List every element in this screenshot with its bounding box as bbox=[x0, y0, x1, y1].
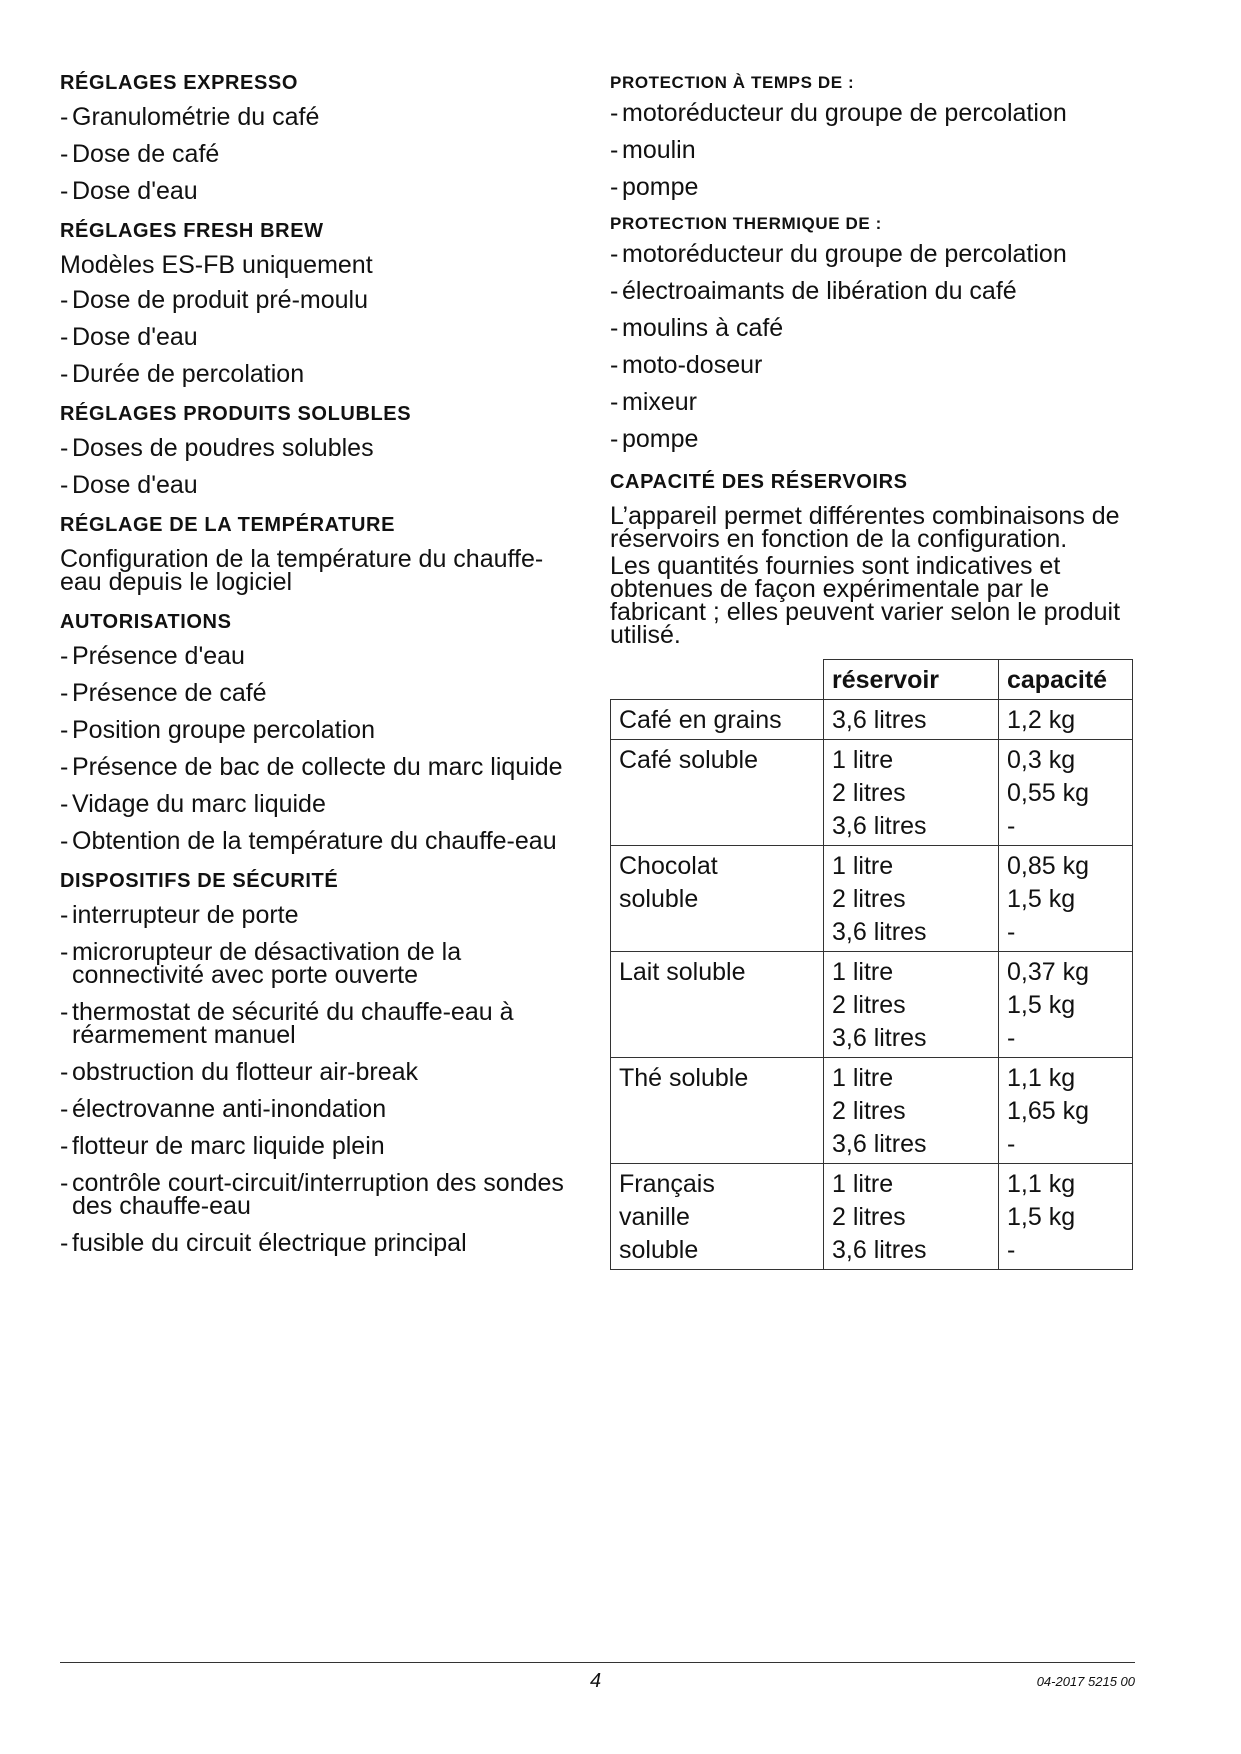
section-heading: PROTECTION À TEMPS DE : bbox=[610, 73, 855, 92]
list-item-text: microrupteur de désactivation de la connectivité avec porte ouverte bbox=[72, 938, 462, 989]
list-dash: - bbox=[60, 1169, 69, 1197]
list-dash: - bbox=[60, 716, 69, 744]
table-row bbox=[611, 1058, 1133, 1164]
list-item-text: Dose de café bbox=[72, 140, 220, 168]
capacity-table bbox=[610, 659, 1133, 1270]
section-heading: RÉGLAGES FRESH BREW bbox=[60, 220, 324, 242]
table-cell-product bbox=[611, 846, 824, 952]
table-cell-product bbox=[611, 1164, 824, 1270]
list-item bbox=[60, 286, 580, 314]
table-cell-product bbox=[611, 740, 824, 846]
section-capacity bbox=[610, 471, 1135, 1270]
list-item bbox=[60, 753, 580, 781]
list-item-text: Dose de produit pré-moulu bbox=[72, 286, 368, 314]
list-dash: - bbox=[60, 1058, 69, 1086]
list-item bbox=[60, 1169, 580, 1220]
list-dash: - bbox=[610, 351, 619, 379]
table-cell-product bbox=[611, 952, 824, 1058]
list-item bbox=[610, 277, 1135, 305]
cell-line: - bbox=[1007, 1130, 1016, 1158]
cell-line: 0,37 kg bbox=[1007, 958, 1090, 986]
cell-line: 2 litres bbox=[832, 779, 906, 807]
list-dash: - bbox=[60, 177, 69, 205]
list-item-text: Dose d'eau bbox=[72, 323, 198, 351]
list-item bbox=[610, 425, 1135, 453]
list-item bbox=[60, 790, 580, 818]
table-row bbox=[611, 740, 1133, 846]
list-dash: - bbox=[60, 790, 69, 818]
cell-line: Lait soluble bbox=[619, 958, 746, 986]
list-item bbox=[60, 679, 580, 707]
cell-line: vanille bbox=[619, 1203, 690, 1231]
list-dash: - bbox=[60, 1229, 69, 1257]
section-heading: PROTECTION THERMIQUE DE : bbox=[610, 214, 882, 233]
list-dash: - bbox=[60, 827, 69, 855]
list-item bbox=[60, 177, 580, 205]
list-item-text: flotteur de marc liquide plein bbox=[72, 1132, 385, 1160]
table-cell-reservoir bbox=[824, 1164, 999, 1270]
cell-line: 3,6 litres bbox=[832, 812, 927, 840]
table-header: capacité bbox=[999, 660, 1133, 700]
list-item bbox=[60, 323, 580, 351]
cell-line: - bbox=[1007, 918, 1016, 946]
list-item-text: pompe bbox=[622, 425, 699, 453]
list-item bbox=[60, 642, 580, 670]
list-item-text: Vidage du marc liquide bbox=[72, 790, 326, 818]
list-item-text: moulins à café bbox=[622, 314, 784, 342]
cell-line: 1 litre bbox=[832, 852, 894, 880]
cell-line: 1 litre bbox=[832, 1064, 894, 1092]
table-cell-reservoir bbox=[824, 846, 999, 952]
table-cell-reservoir bbox=[824, 952, 999, 1058]
left-column bbox=[60, 58, 580, 1269]
list-item bbox=[610, 314, 1135, 342]
capacity-paragraph: Les quantités fournies sont indicatives et obtenues de façon expérimentale par le fabricant ; elles peuvent varier selon le produit utilisé. bbox=[610, 552, 1121, 649]
list-dash: - bbox=[610, 99, 619, 127]
list-dash: - bbox=[60, 938, 69, 966]
list-dash: - bbox=[60, 103, 69, 131]
section-intro: Modèles ES-FB uniquement bbox=[60, 251, 373, 279]
cell-line: - bbox=[1007, 1236, 1016, 1264]
table-header-blank bbox=[611, 660, 824, 700]
list-dash: - bbox=[60, 286, 69, 314]
cell-line: 1,5 kg bbox=[1007, 885, 1076, 913]
cell-line: soluble bbox=[619, 885, 699, 913]
section-heading: CAPACITÉ DES RÉSERVOIRS bbox=[610, 471, 908, 493]
list-item-text: fusible du circuit électrique principal bbox=[72, 1229, 467, 1257]
cell-line: Chocolat bbox=[619, 852, 718, 880]
list-item-text: Dose d'eau bbox=[72, 471, 198, 499]
list-item bbox=[610, 173, 1135, 201]
list-item-text: obstruction du flotteur air-break bbox=[72, 1058, 419, 1086]
list-item bbox=[60, 103, 580, 131]
list-item-text: thermostat de sécurité du chauffe-eau à réarmement manuel bbox=[72, 998, 514, 1049]
cell-line: 2 litres bbox=[832, 1203, 906, 1231]
section-heading: AUTORISATIONS bbox=[60, 611, 232, 633]
page-number: 4 bbox=[590, 1670, 602, 1692]
list-dash: - bbox=[60, 360, 69, 388]
list-item-text: Obtention de la température du chauffe-eau bbox=[72, 827, 557, 855]
list-item-text: Présence de café bbox=[72, 679, 267, 707]
list-item bbox=[610, 388, 1135, 416]
list-item bbox=[60, 998, 580, 1049]
table-header: réservoir bbox=[824, 660, 999, 700]
list-item bbox=[60, 1132, 580, 1160]
table-cell-reservoir bbox=[824, 1058, 999, 1164]
table-cell-product bbox=[611, 1058, 824, 1164]
list-item bbox=[610, 240, 1135, 268]
list-dash: - bbox=[610, 314, 619, 342]
cell-line: 1,5 kg bbox=[1007, 991, 1076, 1019]
list-item-text: Doses de poudres solubles bbox=[72, 434, 374, 462]
cell-line: 1 litre bbox=[832, 958, 894, 986]
list-item-text: motoréducteur du groupe de percolation bbox=[622, 99, 1067, 127]
section bbox=[60, 403, 580, 497]
list-item bbox=[60, 1095, 580, 1123]
cell-line: Café en grains bbox=[619, 706, 782, 734]
list-item-text: électrovanne anti-inondation bbox=[72, 1095, 387, 1123]
list-dash: - bbox=[60, 679, 69, 707]
list-item bbox=[60, 1229, 580, 1257]
list-item-text: électroaimants de libération du café bbox=[622, 277, 1017, 305]
cell-line: - bbox=[1007, 812, 1016, 840]
table-cell-product bbox=[611, 700, 824, 740]
table-cell-capacity bbox=[999, 846, 1133, 952]
list-dash: - bbox=[60, 998, 69, 1026]
list-item-text: motoréducteur du groupe de percolation bbox=[622, 240, 1067, 268]
list-item bbox=[60, 434, 580, 462]
footer-rule bbox=[60, 1662, 1135, 1663]
list-dash: - bbox=[610, 425, 619, 453]
cell-line: soluble bbox=[619, 1236, 699, 1264]
list-item bbox=[60, 827, 580, 855]
list-item-text: moto-doseur bbox=[622, 351, 763, 379]
list-item bbox=[60, 140, 580, 168]
list-dash: - bbox=[610, 277, 619, 305]
list-item bbox=[610, 99, 1135, 127]
cell-line: 0,55 kg bbox=[1007, 779, 1090, 807]
list-item bbox=[60, 716, 580, 744]
list-dash: - bbox=[610, 240, 619, 268]
table-cell-capacity bbox=[999, 952, 1133, 1058]
section-thermal bbox=[610, 213, 1135, 451]
cell-line: 0,85 kg bbox=[1007, 852, 1090, 880]
cell-line: Café soluble bbox=[619, 746, 758, 774]
section-heading: RÉGLAGES EXPRESSO bbox=[60, 72, 299, 94]
cell-line: 1,5 kg bbox=[1007, 1203, 1076, 1231]
table-cell-reservoir bbox=[824, 700, 999, 740]
list-dash: - bbox=[610, 173, 619, 201]
cell-line: 1,1 kg bbox=[1007, 1064, 1076, 1092]
list-item-text: Durée de percolation bbox=[72, 360, 305, 388]
list-dash: - bbox=[60, 901, 69, 929]
section bbox=[60, 72, 580, 203]
cell-line: 1 litre bbox=[832, 746, 894, 774]
table-row bbox=[611, 952, 1133, 1058]
section bbox=[60, 220, 580, 386]
list-item-text: Présence d'eau bbox=[72, 642, 245, 670]
list-dash: - bbox=[60, 323, 69, 351]
cell-line: 1,2 kg bbox=[1007, 706, 1076, 734]
list-item bbox=[60, 471, 580, 499]
cell-line: 3,6 litres bbox=[832, 1236, 927, 1264]
table-cell-capacity bbox=[999, 1164, 1133, 1270]
table-cell-reservoir bbox=[824, 740, 999, 846]
section-heading: RÉGLAGE DE LA TEMPÉRATURE bbox=[60, 514, 396, 536]
list-dash: - bbox=[60, 434, 69, 462]
cell-line: 2 litres bbox=[832, 1097, 906, 1125]
section-text: Configuration de la température du chauffe-eau depuis le logiciel bbox=[60, 545, 544, 596]
list-item-text: contrôle court-circuit/interruption des sondes des chauffe-eau bbox=[72, 1169, 564, 1220]
table-row bbox=[611, 1164, 1133, 1270]
list-item-text: Granulométrie du café bbox=[72, 103, 320, 131]
cell-line: - bbox=[1007, 1024, 1016, 1052]
table-cell-capacity bbox=[999, 700, 1133, 740]
list-dash: - bbox=[60, 1132, 69, 1160]
table-header-row bbox=[611, 660, 1133, 700]
list-item-text: Présence de bac de collecte du marc liquide bbox=[72, 753, 563, 781]
list-item bbox=[610, 136, 1135, 164]
right-column bbox=[610, 58, 1135, 1270]
list-item bbox=[610, 351, 1135, 379]
list-item-text: moulin bbox=[622, 136, 696, 164]
list-item-text: Dose d'eau bbox=[72, 177, 198, 205]
list-dash: - bbox=[610, 388, 619, 416]
cell-line: 1 litre bbox=[832, 1170, 894, 1198]
list-item bbox=[60, 901, 580, 929]
list-item bbox=[60, 360, 580, 388]
section bbox=[60, 611, 580, 853]
list-item-text: interrupteur de porte bbox=[72, 901, 299, 929]
table-row bbox=[611, 700, 1133, 740]
section bbox=[60, 870, 580, 1255]
list-item bbox=[60, 1058, 580, 1086]
section-timed bbox=[610, 72, 1135, 199]
cell-line: 3,6 litres bbox=[832, 1130, 927, 1158]
cell-line: 3,6 litres bbox=[832, 706, 927, 734]
table-cell-capacity bbox=[999, 740, 1133, 846]
cell-line: 2 litres bbox=[832, 991, 906, 1019]
list-dash: - bbox=[60, 1095, 69, 1123]
list-item-text: pompe bbox=[622, 173, 699, 201]
capacity-paragraph: L’appareil permet différentes combinaisons de réservoirs en fonction de la configuration. bbox=[610, 502, 1120, 553]
table-cell-capacity bbox=[999, 1058, 1133, 1164]
cell-line: Thé soluble bbox=[619, 1064, 749, 1092]
cell-line: Français bbox=[619, 1170, 715, 1198]
section-heading: DISPOSITIFS DE SÉCURITÉ bbox=[60, 870, 339, 892]
list-item-text: Position groupe percolation bbox=[72, 716, 375, 744]
list-dash: - bbox=[60, 140, 69, 168]
cell-line: 3,6 litres bbox=[832, 918, 927, 946]
list-item-text: mixeur bbox=[622, 388, 698, 416]
list-dash: - bbox=[60, 642, 69, 670]
cell-line: 2 litres bbox=[832, 885, 906, 913]
list-item bbox=[60, 938, 580, 989]
list-dash: - bbox=[60, 471, 69, 499]
document-code: 04-2017 5215 00 bbox=[1036, 1674, 1135, 1689]
list-dash: - bbox=[60, 753, 69, 781]
section-heading: RÉGLAGES PRODUITS SOLUBLES bbox=[60, 403, 412, 425]
list-dash: - bbox=[610, 136, 619, 164]
section bbox=[60, 514, 580, 594]
cell-line: 1,65 kg bbox=[1007, 1097, 1090, 1125]
cell-line: 0,3 kg bbox=[1007, 746, 1076, 774]
cell-line: 1,1 kg bbox=[1007, 1170, 1076, 1198]
table-row bbox=[611, 846, 1133, 952]
cell-line: 3,6 litres bbox=[832, 1024, 927, 1052]
